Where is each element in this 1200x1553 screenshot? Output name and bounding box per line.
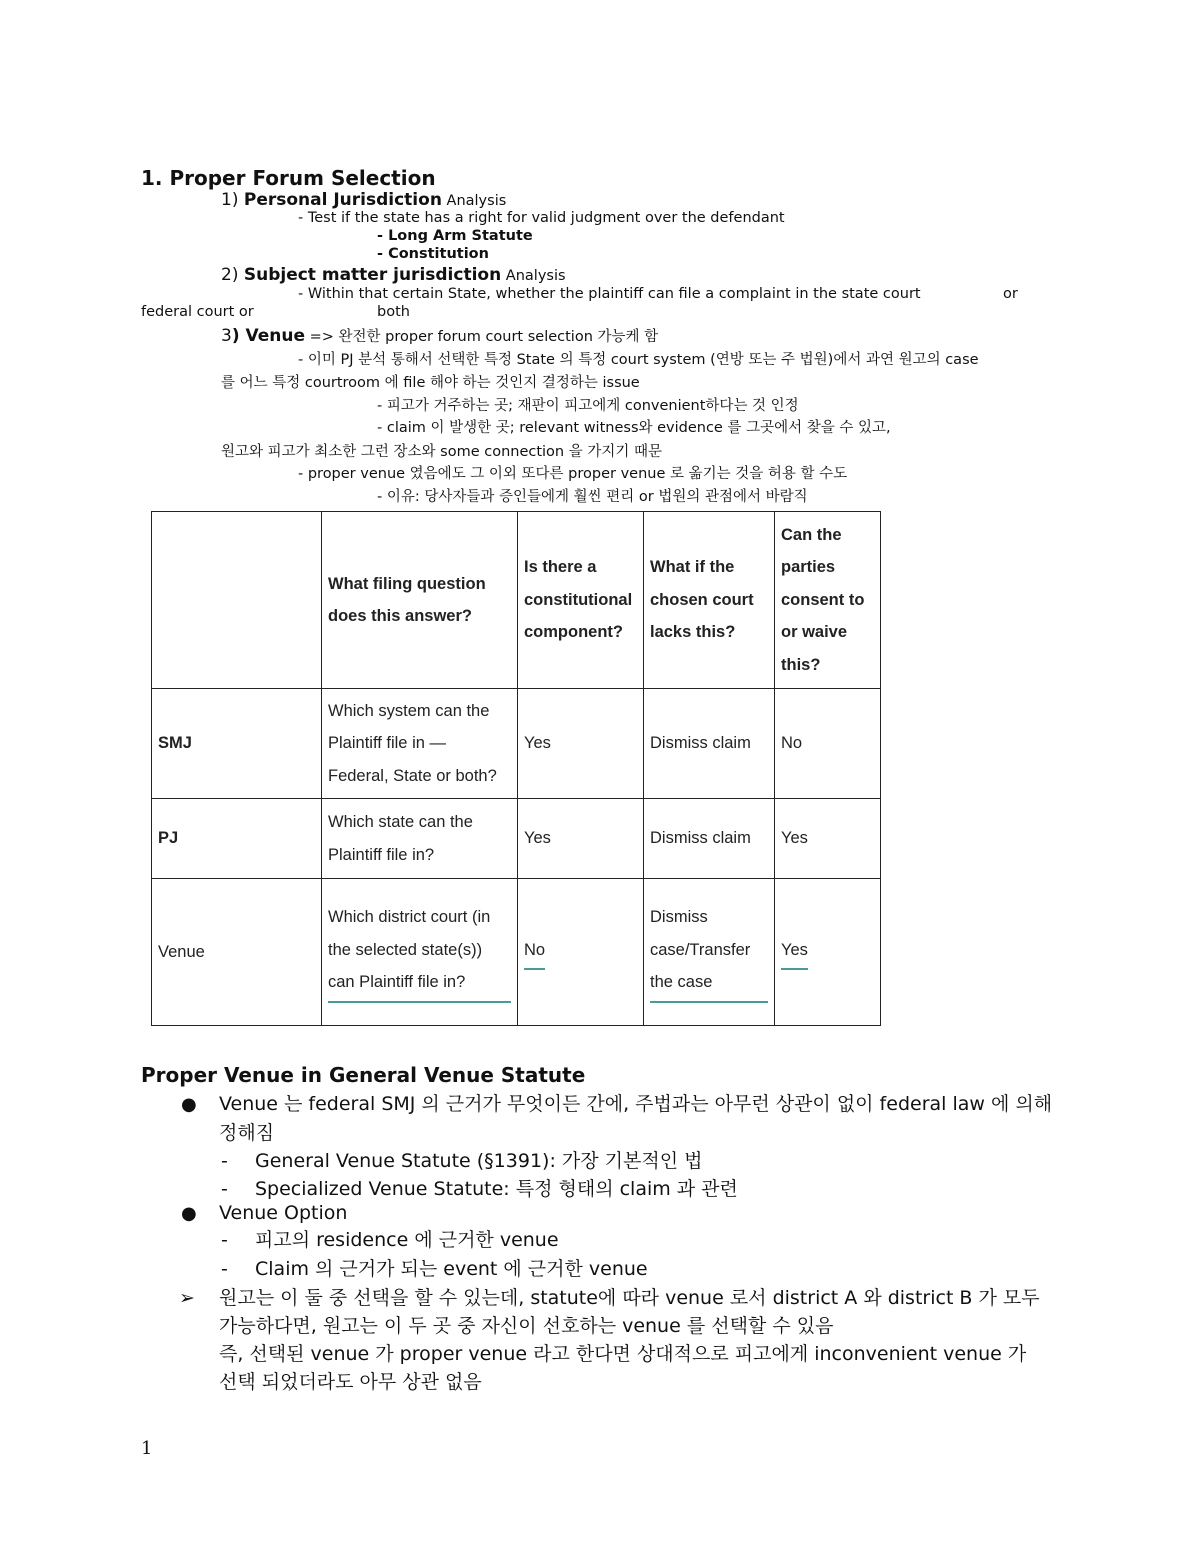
table-cell: Yes	[775, 799, 881, 879]
section2-title: Proper Venue in General Venue Statute	[141, 1063, 586, 1087]
bullet-icon: ●	[181, 1203, 197, 1224]
table-row-label: PJ	[152, 799, 322, 879]
smj-num: 2)	[221, 265, 244, 285]
table-header-row	[152, 512, 881, 689]
arrow-item-line-3: 즉, 선택된 venue 가 proper venue 라고 한다면 상대적으로 피고에게 inconvenient venue 가	[219, 1343, 1027, 1365]
venue-heading	[221, 325, 658, 346]
table-cell-text: Dismiss case/Transfer the case	[650, 901, 768, 1003]
table-cell: Dismiss claim	[644, 689, 775, 799]
venue-item-2: - claim 이 발생한 곳; relevant witness와 evidence 를 그곳에서 찾을 수 있고,	[377, 420, 891, 436]
bullet-1-line-1: Venue 는 federal SMJ 의 근거가 무엇이든 간에, 주법과는 아무런 상관이 없이 federal law 에 의해	[219, 1093, 1053, 1115]
pj-bold: Personal Jurisdiction	[243, 190, 442, 210]
sub-item-general-venue: General Venue Statute (§1391): 가장 기본적인 법	[255, 1150, 703, 1172]
table-row	[152, 799, 881, 879]
table-cell-text: No	[524, 934, 545, 971]
pj-rest: Analysis	[441, 193, 507, 209]
venue-item-3: - 이유: 당사자들과 증인들에게 훨씬 편리 or 법원의 관점에서 바람직	[377, 489, 808, 505]
table-cell	[775, 879, 881, 1026]
venue-rest: => 완전한 proper forum court selection 가능케 함	[305, 329, 659, 345]
table-cell-text: Yes	[781, 934, 808, 971]
table-row	[152, 689, 881, 799]
pj-num: 1)	[221, 190, 244, 210]
dash-icon: -	[221, 1258, 228, 1280]
section-title: 1. Proper Forum Selection	[141, 166, 436, 190]
venue-description-3: - proper venue 였음에도 그 이외 또다른 proper venue 로 옮기는 것을 허용 할 수도	[298, 466, 848, 482]
table-cell: Yes	[518, 689, 644, 799]
sub-item-residence: 피고의 residence 에 근거한 venue	[255, 1229, 559, 1251]
table-cell: Which system can the Plaintiff file in — Federal, State or both?	[322, 689, 518, 799]
arrow-item-line-4: 선택 되었더라도 아무 상관 없음	[219, 1371, 482, 1393]
bullet-icon: ●	[181, 1094, 197, 1115]
smj-description-or: or	[1003, 286, 1018, 302]
table-cell	[518, 879, 644, 1026]
pj-item-constitution: - Constitution	[377, 246, 489, 262]
smj-description-both: both	[377, 304, 410, 320]
sub-item-specialized-venue: Specialized Venue Statute: 특정 형태의 claim 과 관련	[255, 1178, 738, 1200]
smj-heading	[221, 265, 566, 285]
bullet-2: Venue Option	[219, 1202, 348, 1224]
table-header-cell: What filing question does this answer?	[322, 512, 518, 689]
page-number: 1	[141, 1438, 153, 1459]
venue-num: 3	[221, 326, 232, 346]
pj-description: - Test if the state has a right for valid judgment over the defendant	[298, 210, 785, 226]
smj-description-line2: federal court or	[141, 304, 254, 320]
table-cell-text: Which district court (in the selected state(s)) can Plaintiff file in?	[328, 901, 511, 1003]
pj-heading	[221, 190, 506, 210]
venue-bold: ) Venue	[231, 326, 306, 346]
smj-rest: Analysis	[501, 268, 566, 284]
smj-description: - Within that certain State, whether the plaintiff can file a complaint in the state court	[298, 286, 921, 302]
smj-bold: Subject matter jurisdiction	[243, 265, 502, 285]
venue-item-1: - 피고가 거주하는 곳; 재판이 피고에게 convenient하다는 것 인정	[377, 398, 799, 414]
table-row-label: Venue	[152, 879, 322, 1026]
table-cell	[322, 879, 518, 1026]
venue-description-2: 를 어느 특정 courtroom 에 file 해야 하는 것인지 결정하는 issue	[221, 375, 640, 391]
venue-item-2-continued: 원고와 피고가 최소한 그런 장소와 some connection 을 가지기 때문	[221, 444, 662, 460]
table-row-label: SMJ	[152, 689, 322, 799]
dash-icon: -	[221, 1229, 228, 1251]
table-cell: No	[775, 689, 881, 799]
table-header-cell: What if the chosen court lacks this?	[644, 512, 775, 689]
sub-item-event: Claim 의 근거가 되는 event 에 근거한 venue	[255, 1258, 648, 1280]
bullet-1-line-2: 정해짐	[219, 1122, 275, 1144]
jurisdiction-comparison-table	[151, 511, 881, 1026]
dash-icon: -	[221, 1150, 228, 1172]
table-row	[152, 879, 881, 1026]
pj-item-long-arm: - Long Arm Statute	[377, 228, 533, 244]
table-header-cell	[152, 512, 322, 689]
dash-icon: -	[221, 1178, 228, 1200]
table-cell: Yes	[518, 799, 644, 879]
table-header-cell: Can the parties consent to or waive this?	[775, 512, 881, 689]
arrow-bullet-icon: ➢	[179, 1287, 195, 1309]
table-header-cell: Is there a constitutional component?	[518, 512, 644, 689]
venue-description-1: - 이미 PJ 분석 통해서 선택한 특정 State 의 특정 court system (연방 또는 주 법원)에서 과연 원고의 case	[298, 352, 979, 368]
table-cell	[644, 879, 775, 1026]
arrow-item-line-2: 가능하다면, 원고는 이 두 곳 중 자신이 선호하는 venue 를 선택할 수 있음	[219, 1315, 834, 1337]
arrow-item-line-1: 원고는 이 둘 중 선택을 할 수 있는데, statute에 따라 venue 로서 district A 와 district B 가 모두	[219, 1287, 1040, 1309]
table-cell: Dismiss claim	[644, 799, 775, 879]
table-cell: Which state can the Plaintiff file in?	[322, 799, 518, 879]
